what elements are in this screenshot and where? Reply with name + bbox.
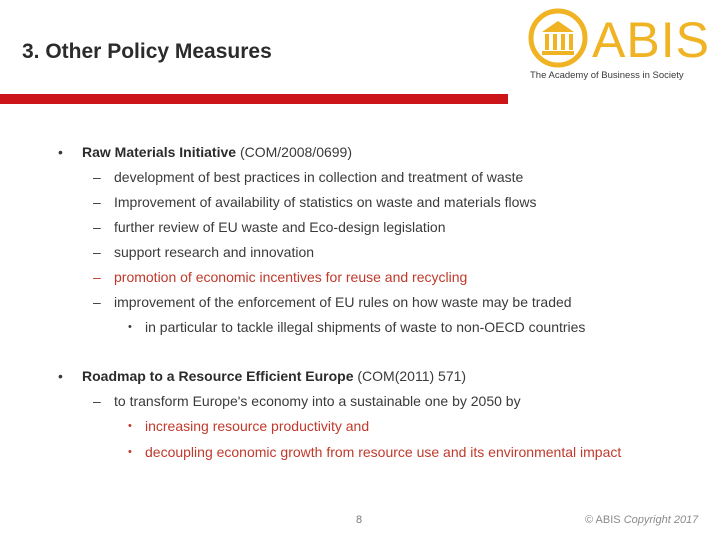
temple-columns-icon — [528, 8, 588, 68]
logo-tagline: The Academy of Business in Society — [530, 70, 684, 81]
item-roadmap — [82, 367, 466, 385]
copyright-prefix: © ABIS — [585, 514, 621, 526]
bullet-marker: • — [58, 368, 63, 384]
copyright-suffix: Copyright 2017 — [623, 514, 699, 526]
dash-marker: – — [93, 244, 101, 260]
bullet-marker-small: • — [128, 446, 132, 458]
subsubitem: in particular to tackle illegal shipments of waste to non-OECD countries — [145, 319, 586, 335]
bullet-marker: • — [58, 144, 63, 160]
logo — [528, 8, 708, 88]
item-title: Raw Materials Initiative — [82, 144, 237, 160]
dash-marker: – — [93, 169, 101, 185]
subitem: support research and innovation — [114, 244, 315, 260]
logo-wordmark: ABIS — [592, 12, 710, 68]
subitem: to transform Europe's economy into a sustainable one by 2050 by — [114, 393, 521, 409]
item-reference: (COM/2008/0699) — [236, 144, 353, 160]
page-number: 8 — [356, 514, 363, 526]
subitem: Improvement of availability of statistics on waste and materials flows — [114, 194, 537, 210]
item-title: Roadmap to a Resource Efficient Europe — [82, 368, 354, 384]
subsubitem-highlighted: decoupling economic growth from resource use and its environmental impact — [145, 444, 622, 460]
item-raw-materials — [82, 143, 352, 161]
dash-marker: – — [93, 219, 101, 235]
subsubitem-highlighted: increasing resource productivity and — [145, 418, 370, 434]
slide-title: 3. Other Policy Measures — [22, 40, 272, 63]
dash-marker: – — [93, 269, 101, 285]
subitem: further review of EU waste and Eco-design legislation — [114, 219, 446, 235]
subitem-highlighted: promotion of economic incentives for reuse and recycling — [114, 269, 468, 285]
dash-marker: – — [93, 194, 101, 210]
bullet-marker-small: • — [128, 420, 132, 432]
item-reference: (COM(2011) 571) — [353, 368, 467, 384]
dash-marker: – — [93, 294, 101, 310]
subitem: development of best practices in collection and treatment of waste — [114, 169, 524, 185]
dash-marker: – — [93, 393, 101, 409]
copyright — [585, 514, 698, 526]
bullet-marker-small: • — [128, 321, 132, 333]
red-accent-bar — [0, 94, 508, 104]
subitem: improvement of the enforcement of EU rules on how waste may be traded — [114, 294, 572, 310]
